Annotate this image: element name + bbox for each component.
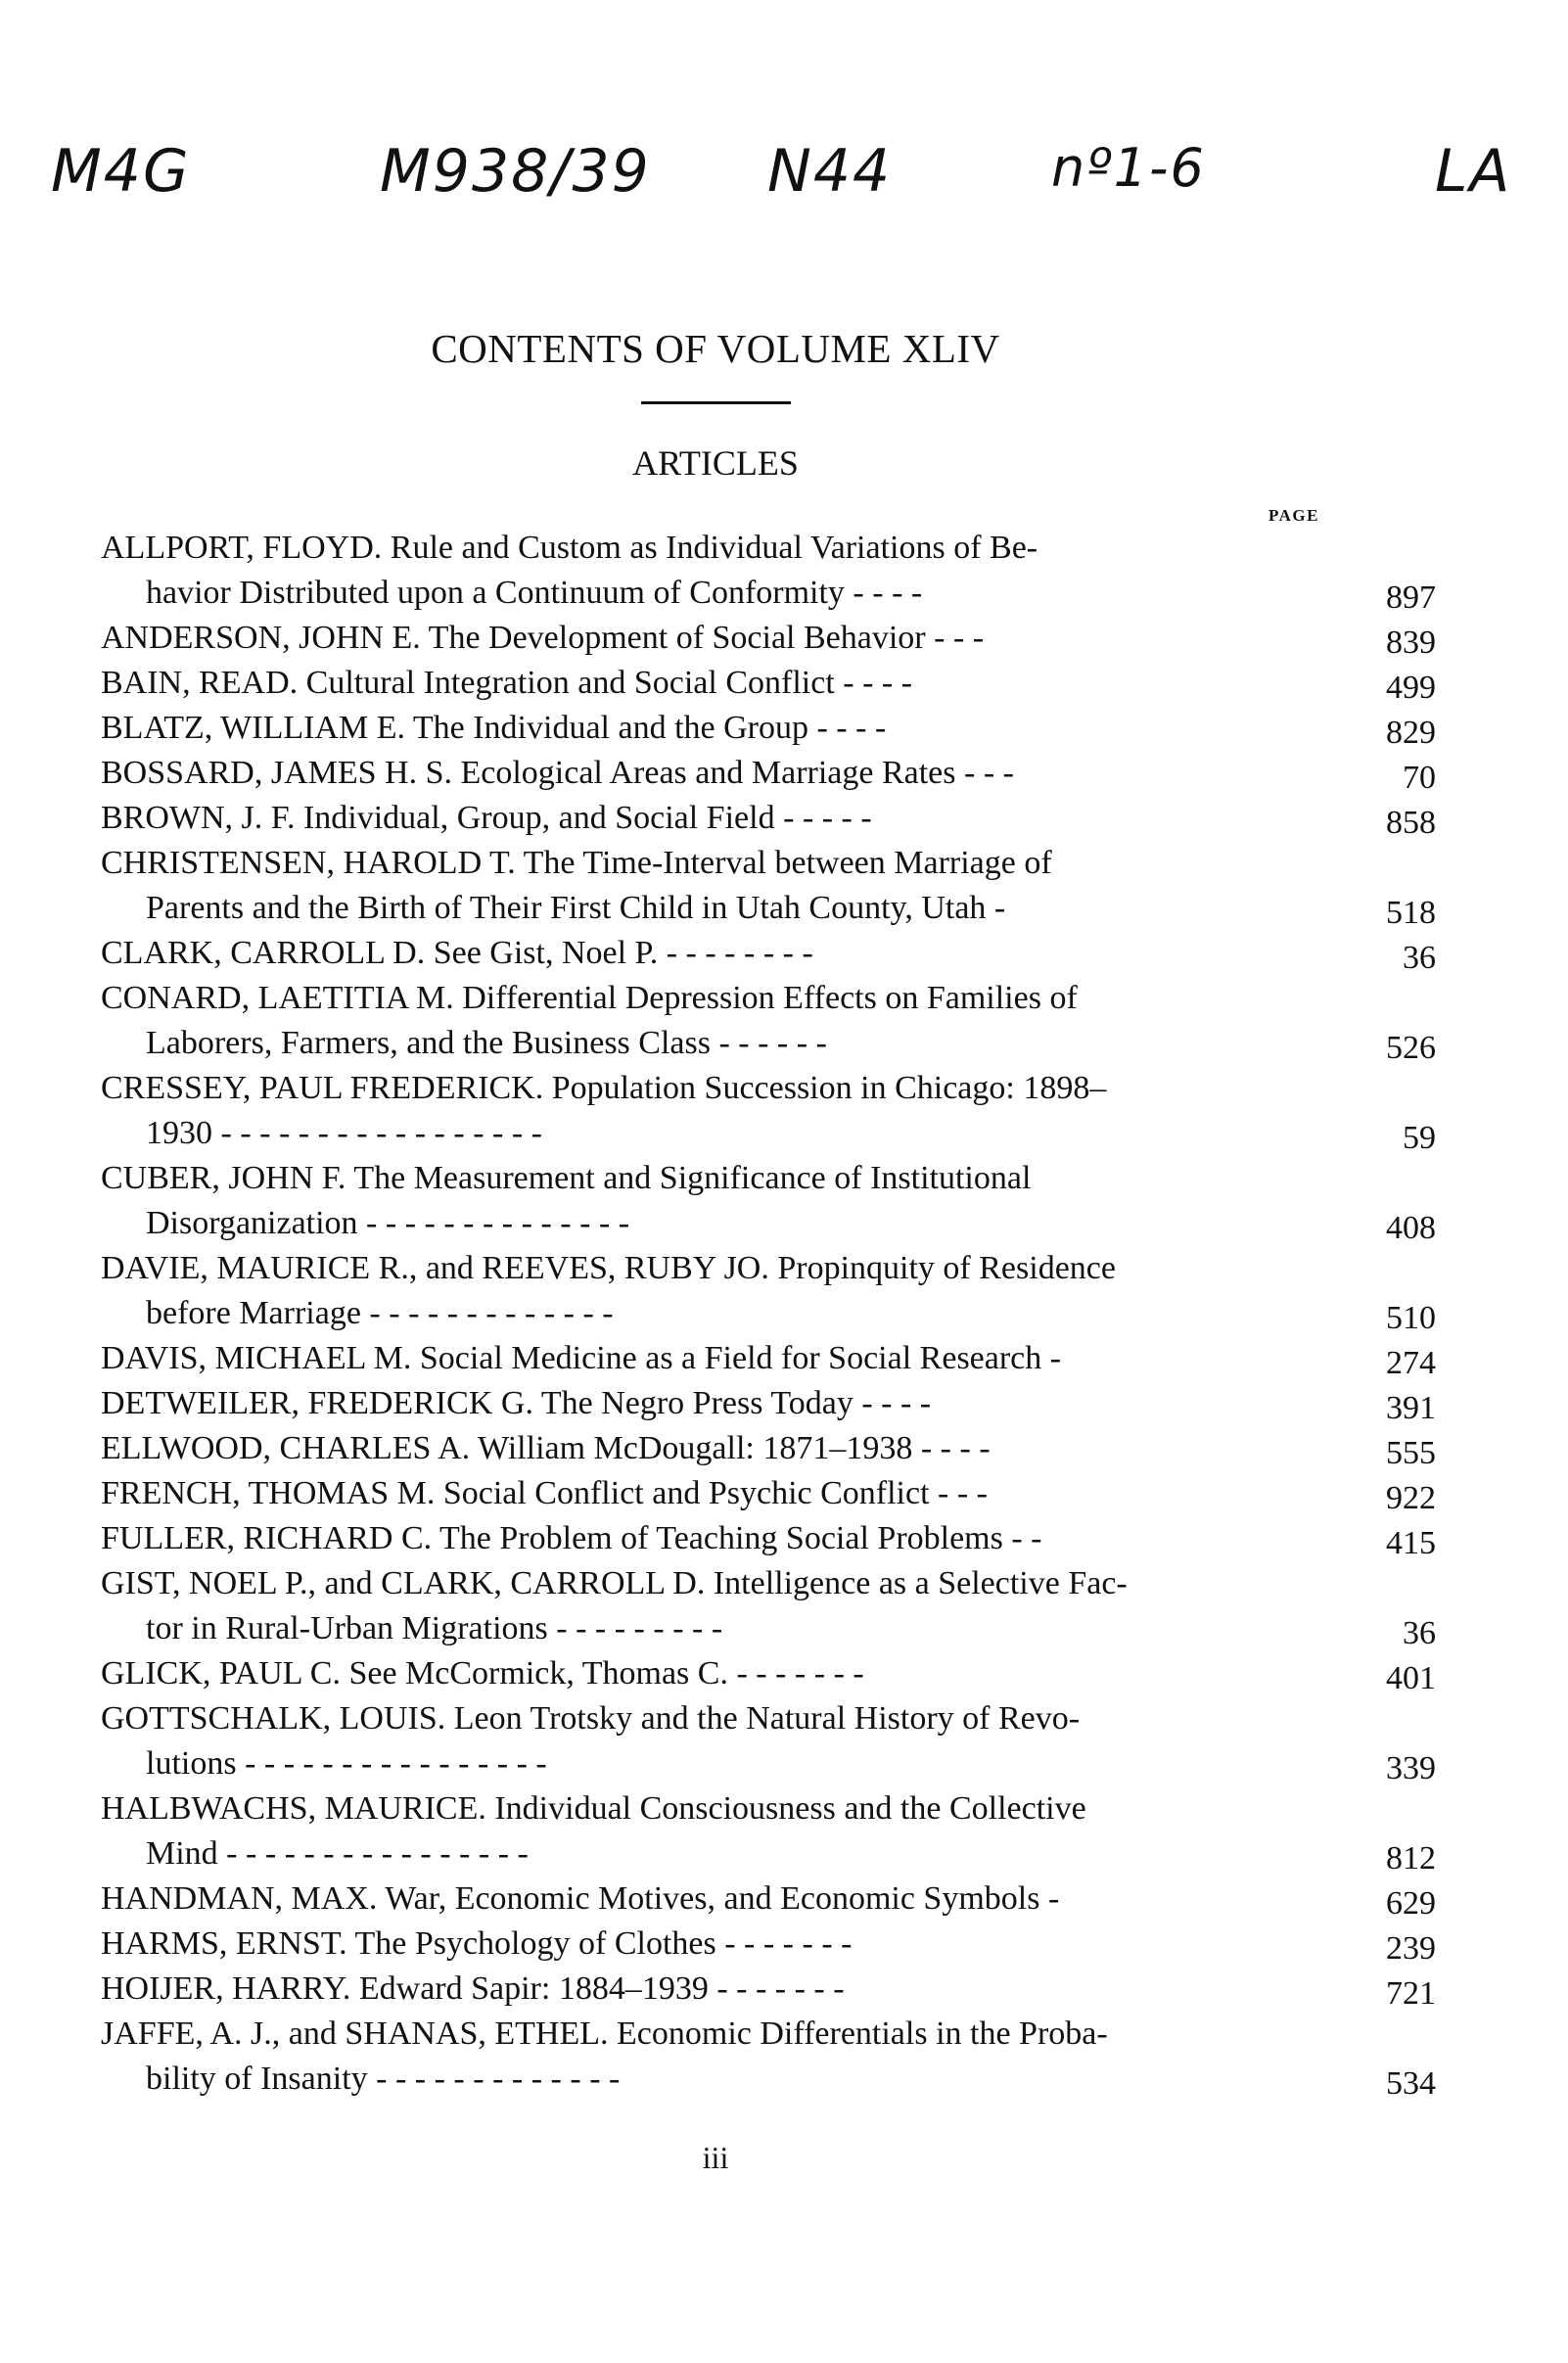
page-number: iii — [702, 2140, 729, 2175]
handwritten-note: N44 — [767, 137, 893, 206]
entry-text: GLICK, PAUL C. See McCormick, Thomas C. - - - - - - - 401 — [101, 1651, 1342, 1696]
entry-text-continued: tor in Rural-Urban Migrations - - - - - - - - - 36 — [101, 1606, 1342, 1651]
entry-page-number: 401 — [1386, 1660, 1436, 1696]
contents-entry — [101, 841, 1436, 931]
contents-entry — [101, 706, 1436, 751]
contents-entry — [101, 1967, 1436, 2012]
entry-text: BAIN, READ. Cultural Integration and Social Conflict - - - - 499 — [101, 661, 1342, 706]
entry-text: BROWN, J. F. Individual, Group, and Social Field - - - - - 858 — [101, 796, 1342, 841]
handwritten-note: M4G — [51, 137, 191, 206]
entry-text: DAVIE, MAURICE R., and REEVES, RUBY JO. Propinquity of Residence — [101, 1250, 1116, 1286]
contents-entry — [101, 1786, 1436, 1876]
entry-text: BLATZ, WILLIAM E. The Individual and the Group - - - - 829 — [101, 706, 1342, 751]
entry-text: ANDERSON, JOHN E. The Development of Social Behavior - - - 839 — [101, 616, 1342, 661]
entry-page-number: 36 — [1403, 940, 1436, 976]
handwritten-notes — [0, 137, 1568, 245]
entry-page-number: 518 — [1386, 895, 1436, 931]
contents-entry — [101, 1336, 1436, 1381]
handwritten-note: nº1-6 — [1051, 137, 1206, 199]
entry-page-number: 339 — [1386, 1750, 1436, 1786]
contents-entry — [101, 616, 1436, 661]
entry-page-number: 829 — [1386, 715, 1436, 751]
contents-entry — [101, 1651, 1436, 1696]
entry-page-number: 812 — [1386, 1840, 1436, 1876]
page-column-heading: PAGE — [1268, 506, 1319, 525]
entry-text: FULLER, RICHARD C. The Problem of Teaching Social Problems - - 415 — [101, 1516, 1342, 1561]
entry-text: GOTTSCHALK, LOUIS. Leon Trotsky and the Natural History of Revo- — [101, 1700, 1081, 1737]
contents-entry — [101, 1066, 1436, 1156]
entry-text-continued: 1930 - - - - - - - - - - - - - - - - - 59 — [101, 1111, 1342, 1156]
entry-page-number: 858 — [1386, 805, 1436, 841]
entry-page-number: 70 — [1403, 760, 1436, 796]
contents-entry — [101, 526, 1436, 616]
entry-page-number: 897 — [1386, 579, 1436, 616]
contents-entry — [101, 931, 1436, 976]
handwritten-note: LA — [1435, 137, 1512, 206]
page-title: CONTENTS OF VOLUME XLIV — [431, 326, 1000, 371]
entry-page-number: 510 — [1386, 1300, 1436, 1336]
entry-text-continued: Mind - - - - - - - - - - - - - - - - 812 — [101, 1831, 1342, 1876]
entry-text: BOSSARD, JAMES H. S. Ecological Areas and Marriage Rates - - - 70 — [101, 751, 1342, 796]
entry-text: HALBWACHS, MAURICE. Individual Consciousness and the Collective — [101, 1790, 1086, 1827]
entry-text-continued: bility of Insanity - - - - - - - - - - - - - 534 — [101, 2057, 1342, 2102]
entry-page-number: 499 — [1386, 670, 1436, 706]
contents-entry — [101, 976, 1436, 1066]
entry-text-continued: Parents and the Birth of Their First Child in Utah County, Utah - 518 — [101, 886, 1342, 931]
entry-page-number: 526 — [1386, 1030, 1436, 1066]
contents-entry — [101, 1426, 1436, 1471]
handwritten-note: M938/39 — [380, 137, 651, 206]
entry-text-continued: Disorganization - - - - - - - - - - - - - - 408 — [101, 1201, 1342, 1246]
entry-text-continued: Laborers, Farmers, and the Business Class - - - - - - 526 — [101, 1021, 1342, 1066]
entry-text: CRESSEY, PAUL FREDERICK. Population Succession in Chicago: 1898– — [101, 1070, 1107, 1106]
contents-entry — [101, 751, 1436, 796]
entry-text: CONARD, LAETITIA M. Differential Depression Effects on Families of — [101, 980, 1078, 1016]
entry-page-number: 239 — [1386, 1930, 1436, 1967]
contents-entry — [101, 796, 1436, 841]
entry-text: FRENCH, THOMAS M. Social Conflict and Psychic Conflict - - - 922 — [101, 1471, 1342, 1516]
contents-entry — [101, 661, 1436, 706]
contents-entry — [101, 1246, 1436, 1336]
entry-page-number: 629 — [1386, 1885, 1436, 1922]
entry-text: CHRISTENSEN, HAROLD T. The Time-Interval between Marriage of — [101, 845, 1052, 881]
section-heading: ARTICLES — [632, 443, 799, 483]
contents-list — [101, 526, 1436, 2102]
contents-entry — [101, 1561, 1436, 1651]
entry-page-number: 36 — [1403, 1615, 1436, 1651]
entry-text: DETWEILER, FREDERICK G. The Negro Press Today - - - - 391 — [101, 1381, 1342, 1426]
entry-text: HANDMAN, MAX. War, Economic Motives, and Economic Symbols - 629 — [101, 1876, 1342, 1922]
entry-text: DAVIS, MICHAEL M. Social Medicine as a Field for Social Research - 274 — [101, 1336, 1342, 1381]
entry-text: CLARK, CARROLL D. See Gist, Noel P. - - - - - - - - 36 — [101, 931, 1342, 976]
entry-page-number: 555 — [1386, 1435, 1436, 1471]
entry-text: GIST, NOEL P., and CLARK, CARROLL D. Intelligence as a Selective Fac- — [101, 1565, 1128, 1601]
entry-page-number: 922 — [1386, 1480, 1436, 1516]
entry-page-number: 839 — [1386, 625, 1436, 661]
title-rule — [641, 401, 791, 404]
entry-text: JAFFE, A. J., and SHANAS, ETHEL. Economic Differentials in the Proba- — [101, 2016, 1108, 2052]
entry-text-continued: havior Distributed upon a Continuum of Conformity - - - - 897 — [101, 571, 1342, 616]
contents-entry — [101, 2012, 1436, 2102]
contents-entry — [101, 1516, 1436, 1561]
entry-page-number: 59 — [1403, 1120, 1436, 1156]
entry-text-continued: lutions - - - - - - - - - - - - - - - - 339 — [101, 1741, 1342, 1786]
entry-text: ALLPORT, FLOYD. Rule and Custom as Individual Variations of Be- — [101, 530, 1038, 566]
entry-page-number: 534 — [1386, 2065, 1436, 2102]
entry-text: HARMS, ERNST. The Psychology of Clothes - - - - - - - 239 — [101, 1922, 1342, 1967]
entry-text: CUBER, JOHN F. The Measurement and Significance of Institutional — [101, 1160, 1032, 1196]
contents-entry — [101, 1471, 1436, 1516]
contents-entry — [101, 1381, 1436, 1426]
entry-text-continued: before Marriage - - - - - - - - - - - - - 510 — [101, 1291, 1342, 1336]
contents-entry — [101, 1696, 1436, 1786]
contents-entry — [101, 1876, 1436, 1922]
entry-page-number: 391 — [1386, 1390, 1436, 1426]
contents-entry — [101, 1922, 1436, 1967]
entry-page-number: 415 — [1386, 1525, 1436, 1561]
entry-page-number: 721 — [1386, 1975, 1436, 2012]
entry-text: HOIJER, HARRY. Edward Sapir: 1884–1939 - - - - - - - 721 — [101, 1967, 1342, 2012]
entry-text: ELLWOOD, CHARLES A. William McDougall: 1871–1938 - - - - 555 — [101, 1426, 1342, 1471]
entry-page-number: 274 — [1386, 1345, 1436, 1381]
contents-entry — [101, 1156, 1436, 1246]
entry-page-number: 408 — [1386, 1210, 1436, 1246]
